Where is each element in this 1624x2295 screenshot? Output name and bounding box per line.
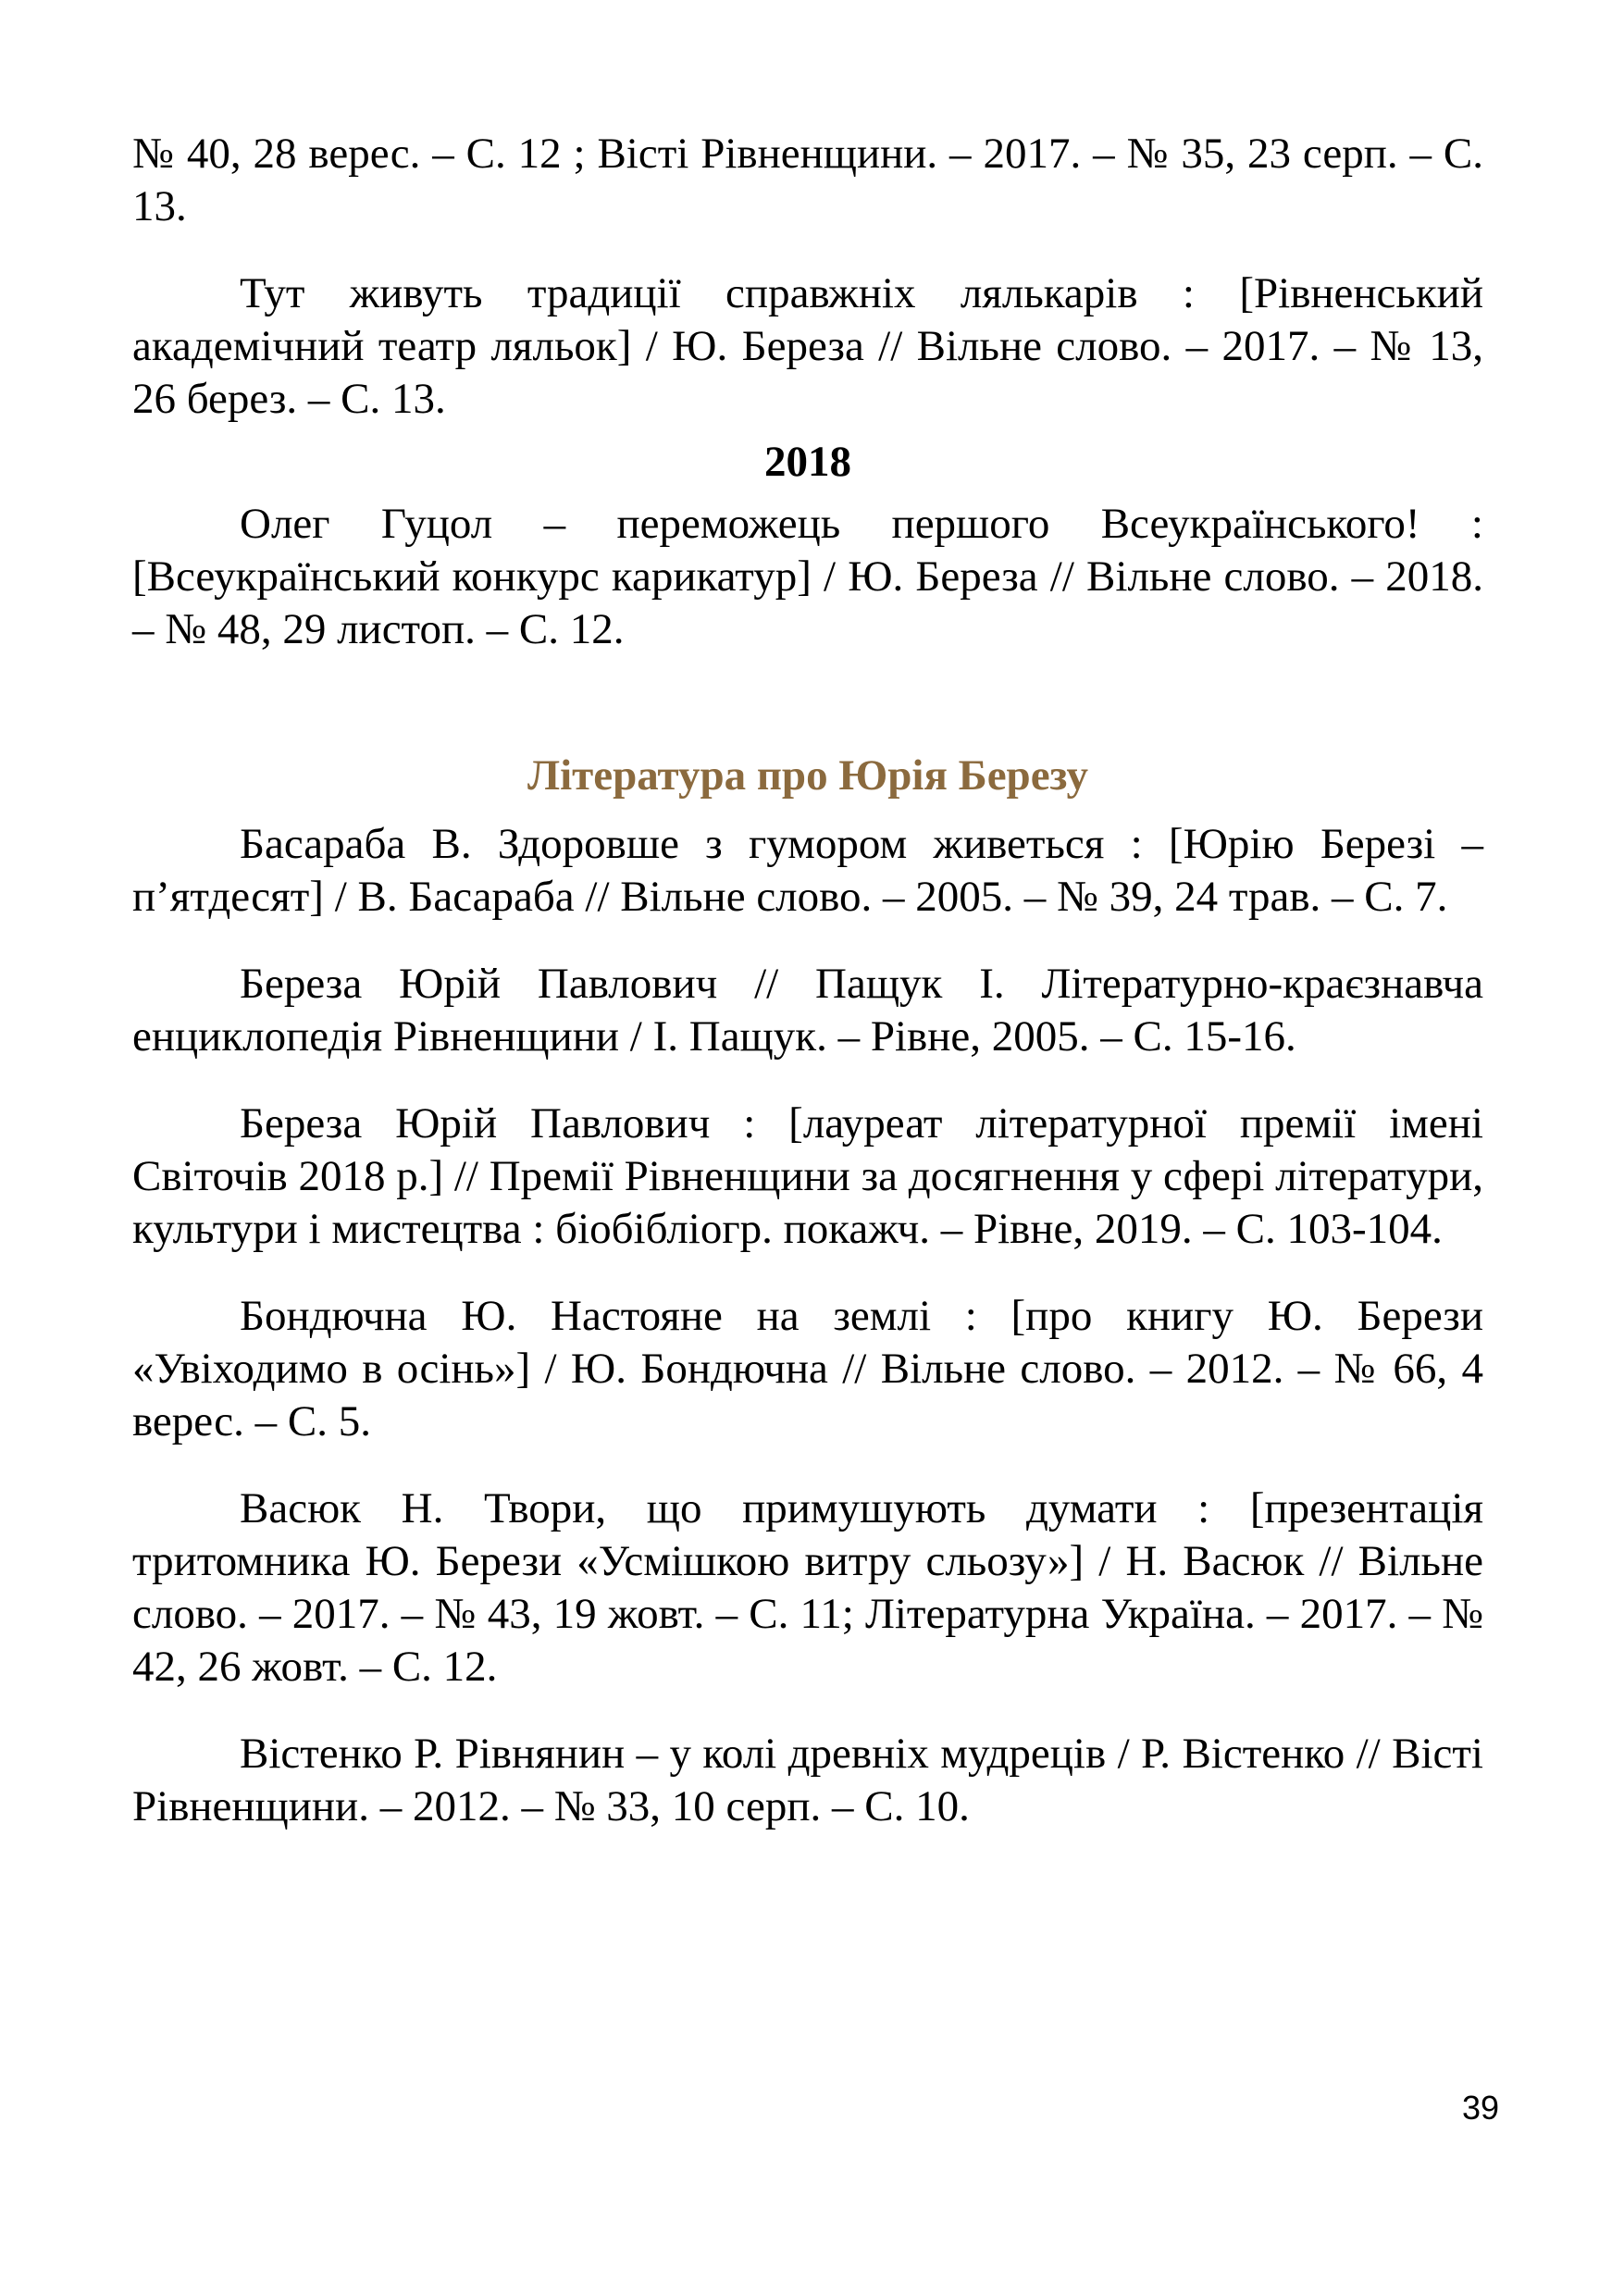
year-heading: 2018 (764, 438, 851, 486)
bibliography-entry: Басараба В. Здоровше з гумором живеться : [Юрію Березі – п’ятдесят] / В. Басараба // Вільне слово. – 2005. – № 39, 24 трав. – С. 7. (132, 820, 1483, 921)
bibliography-entry: Васюк Н. Твори, що примушують думати : [презентація тритомника Ю. Берези «Усмішкою витру сльозу»] / Н. Васюк // Вільне слово. – 2017. – № 43, 19 жовт. – С. 11; Літературна Україна. – 2017. – № 42, 26 жовт. – С. 12. (132, 1484, 1483, 1691)
bibliography-entry: Олег Гуцол – переможець першого Всеукраїнського! : [Всеукраїнський конкурс карикатур] / Ю. Береза // Вільне слово. – 2018. – № 48, 29 листоп. – С. 12. (132, 500, 1483, 653)
page-number: 39 (1461, 2089, 1499, 2127)
bibliography-entry: Тут живуть традиції справжніх лялькарів : [Рівненський академічний театр ляльок] / Ю. Береза // Вільне слово. – 2017. – № 13, 26 берез. – С. 13. (132, 269, 1483, 423)
bibliography-entry: Береза Юрій Павлович : [лауреат літературної премії імені Світочів 2018 р.] // Премії Рівненщини за досягнення у сфері літератури, культури і мистецтва : біобібліогр. покажч. – Рівне, 2019. – С. 103-104. (132, 1099, 1483, 1253)
bibliography-entry: Бондючна Ю. Настояне на землі : [про книгу Ю. Берези «Увіходимо в осінь»] / Ю. Бондючна // Вільне слово. – 2012. – № 66, 4 верес. – С. 5. (132, 1292, 1483, 1445)
bibliography-entry-continuation: № 40, 28 верес. – С. 12 ; Вісті Рівненщини. – 2017. – № 35, 23 серп. – С. 13. (132, 130, 1483, 230)
bibliography-entry: Береза Юрій Павлович // Пащук І. Літературно-краєзнавча енциклопедія Рівненщини / І. Пащук. – Рівне, 2005. – С. 15-16. (132, 960, 1483, 1061)
document-page (132, 128, 1483, 1833)
bibliography-entry: Вістенко Р. Рівнянин – у колі древніх мудреців / Р. Вістенко // Вісті Рівненщини. – 2012. – № 33, 10 серп. – С. 10. (132, 1730, 1483, 1830)
section-title: Література про Юрія Березу (527, 751, 1088, 800)
